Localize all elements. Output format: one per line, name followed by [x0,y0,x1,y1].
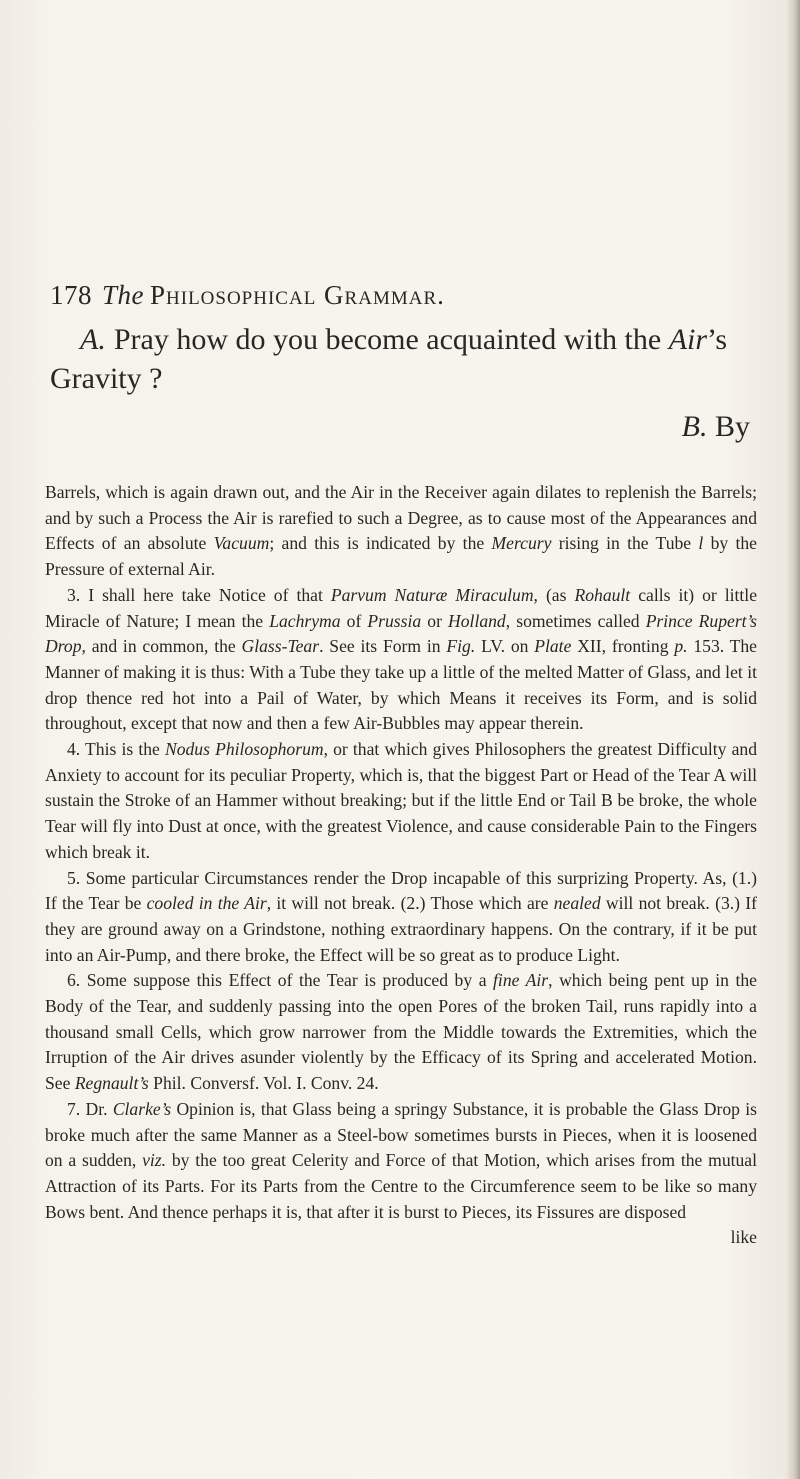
body-text [45,480,757,1251]
paragraph-5: 5. Some particular Circumstances render the Drop incapable of this surprizing Property. As, (1.) If the Tear be cooled in the Air, it will not break. (2.) Those which are nealed will not break. (3.) If they are ground away on a Grindstone, nothing extraordinary happens. On the contrary, if it be put into an Air-Pump, and there broke, the Effect will be so great as to produce Light. [45,867,757,965]
page-number: 178 [50,280,92,310]
question-text-1: Pray how do you become acquainted with the [113,323,669,356]
header-the: The [102,280,144,310]
last-word: like [730,1227,757,1248]
question-air: Air [668,323,708,356]
speaker-a: A. [80,323,106,356]
header-title: Philosophical Grammar. [150,280,445,310]
paragraph-continued: Barrels, which is again drawn out, and the Air in the Receiver again dilates to replenish the Barrels; and by such a Process the Air is rarefied to such a Degree, as to cause most of the Appearances and Effects of an absolute Vacuum; and this is indicated by the Mercury rising in the Tube l by the Pressure of external Air. [45,482,757,580]
catchword-by: By [714,410,750,443]
catchword [610,410,750,444]
running-header [50,280,760,311]
paragraph-7: 7. Dr. Clarke’s Opinion is, that Glass being a springy Substance, it is probable the Glass Drop is broke much after the same Manner as a Steel-bow sometimes bursts in Pieces, when it is loosened on a sudden, viz. by the too great Celerity and Force of that Motion, which arises from the mutual Attraction of its Parts. For its Parts from the Centre to the Circumference seem to be like so many Bows bent. And thence perhaps it is, that after it is burst to Pieces, its Fissures are disposed [45,1098,758,1222]
speaker-b: B. [681,410,708,443]
question-a [50,320,770,398]
paragraph-6: 6. Some suppose this Effect of the Tear is produced by a fine Air, which being pent up in the Body of the Tear, and suddenly passing into the open Pores of the broken Tail, runs rapidly into a thousand small Cells, which grow narrower from the Middle towards the Extremities, which the Irruption of the Air drives asunder violently by the Efficacy of its Spring and accelerated Motion. See Regnault’s Phil. Conversf. Vol. I. Conv. 24. [45,970,757,1094]
question-text-2: ’s Gravity ? [50,323,728,395]
page-edge-shadow [786,0,800,1479]
paragraph-3: 3. I shall here take Notice of that Parvum Naturæ Miraculum, (as Rohault calls it) or little Miracle of Nature; I mean the Lachryma of Prussia or Holland, sometimes called Prince Rupert’s Drop, and in common, the Glass-Tear. See its Form in Fig. LV. on Plate XII, fronting p. 153. The Manner of making it is thus: With a Tube they take up a little of the melted Matter of Glass, and let it drop thence red hot into a Pail of Water, by which Means it receives its Form, and is solid throughout, except that now and then a few Air-Bubbles may appear therein. [45,584,758,734]
paragraph-4: 4. This is the Nodus Philosophorum, or that which gives Philosophers the greatest Difficulty and Anxiety to account for its peculiar Property, which is, that the biggest Part or Head of the Tear A will sustain the Stroke of an Hammer without breaking; but if the little End or Tail B be broke, the whole Tear will fly into Dust at once, with the greatest Violence, and cause considerable Pain to the Fingers which break it. [45,739,757,862]
